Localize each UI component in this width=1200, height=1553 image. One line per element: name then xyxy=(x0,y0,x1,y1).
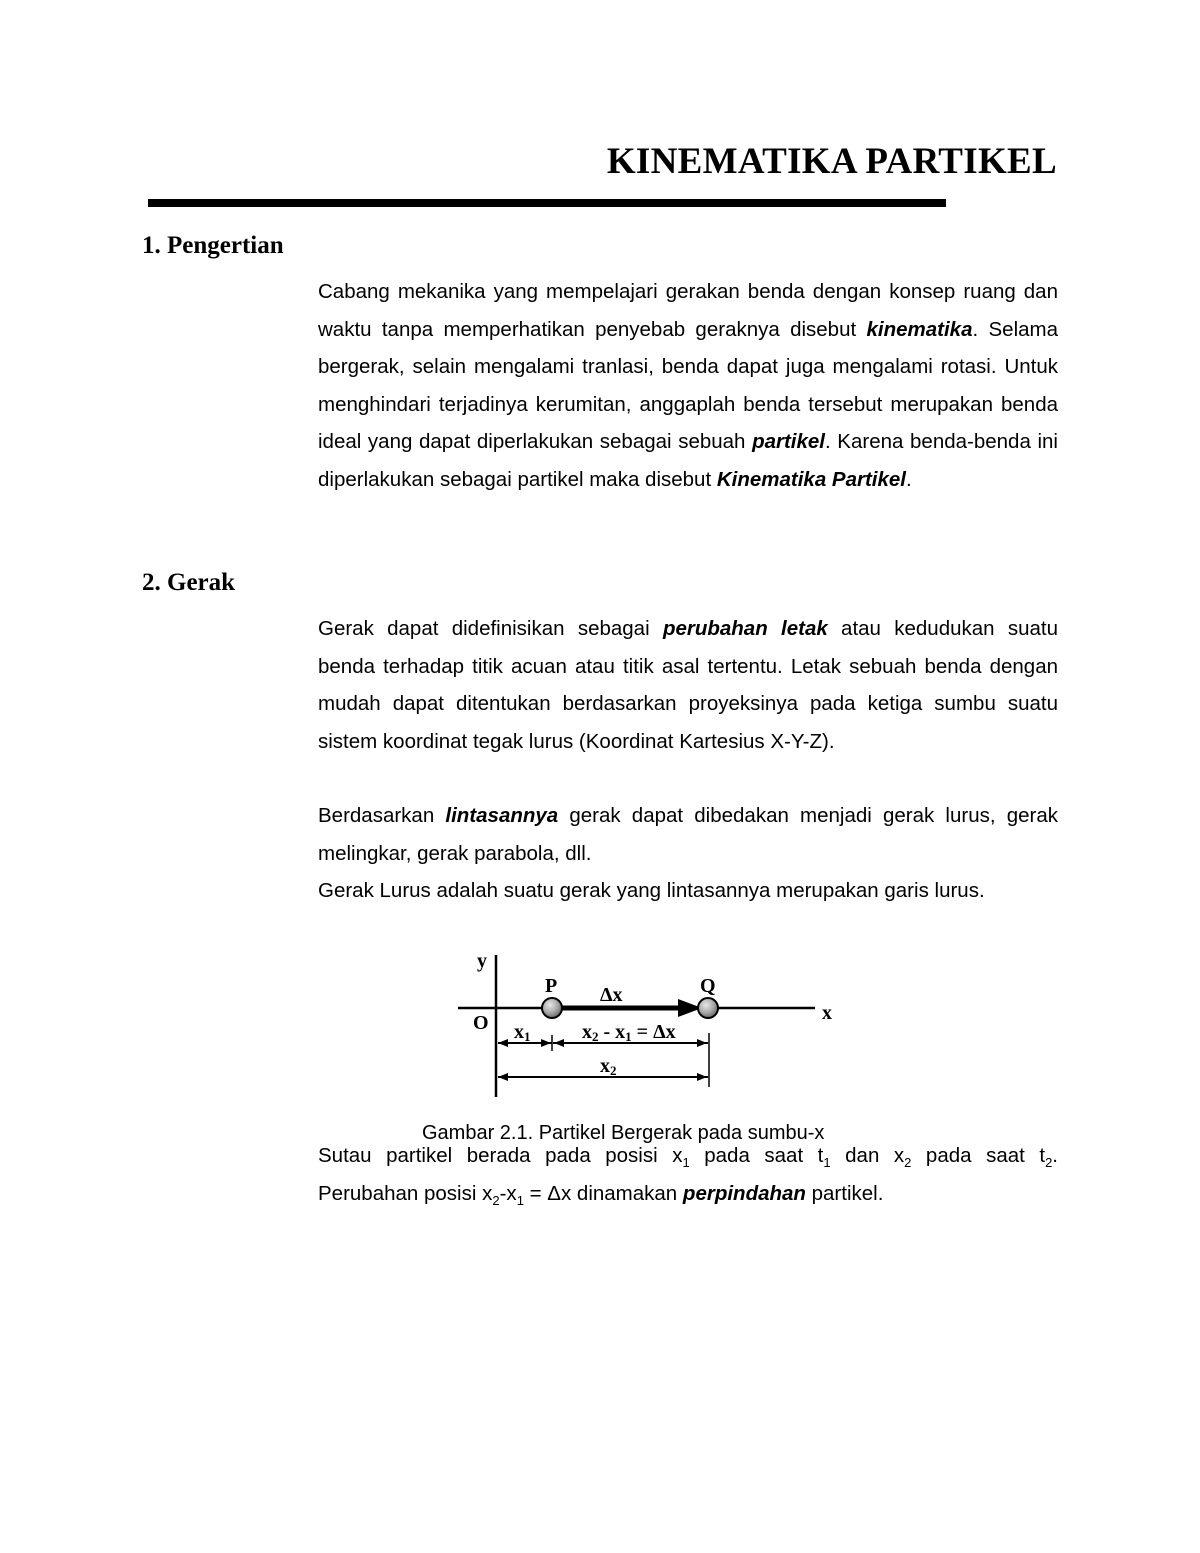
dimension-diff-arrow-left xyxy=(554,1039,564,1047)
section-heading-gerak: 2. Gerak xyxy=(142,569,236,596)
section-after-figure xyxy=(318,1137,1058,1212)
paragraph-posisi: Sutau partikel berada pada posisi $x_1$ pada saat $t_1$ dan $x_2$ pada saat $t_2$. xyxy=(318,1144,1058,1171)
dimension-diff-arrow-right xyxy=(697,1039,707,1047)
label-x2-minus-x1: x2 - x1 = Δx xyxy=(582,1021,676,1044)
motion-diagram xyxy=(440,945,840,1100)
paragraph-perpindahan: Perubahan posisi $x_2-x_1 = \Delta x$ dinamakan perpindahan partikel. xyxy=(318,1181,884,1208)
label-x1: x1 xyxy=(514,1021,531,1044)
label-x-axis: x xyxy=(822,1002,832,1024)
term-perpindahan: perpindahan xyxy=(682,1181,806,1205)
section-pengertian-body xyxy=(318,273,1058,498)
term-partikel: partikel xyxy=(752,430,825,453)
term-kinematika-partikel: Kinematika Partikel xyxy=(716,467,907,491)
paragraph-lintasan: Berdasarkan lintasannya gerak dapat dibedakan menjadi gerak lurus, gerak melingkar, gerak parabola, dll. xyxy=(318,804,1058,865)
label-y-axis: y xyxy=(477,950,487,972)
particle-p xyxy=(542,998,562,1018)
section-gerak-lintasan xyxy=(318,797,1058,910)
paragraph-gerak-lurus: Gerak Lurus adalah suatu gerak yang lintasannya merupakan garis lurus. xyxy=(318,879,985,902)
term-perubahan-letak: perubahan letak xyxy=(662,617,828,640)
section-gerak-body xyxy=(318,610,1058,760)
dimension-x2-arrow-right xyxy=(697,1073,707,1081)
dimension-x1-arrow-left xyxy=(498,1039,508,1047)
page-title: KINEMATIKA PARTIKEL xyxy=(606,141,1057,182)
title-rule xyxy=(148,199,946,207)
label-point-p: P xyxy=(545,975,558,997)
paragraph-pengertian: Cabang mekanika yang mempelajari gerakan benda dengan konsep ruang dan waktu tanpa memperhatikan penyebab geraknya disebut kinematika. Selama bergerak, selain mengalami tranlasi, benda dapat juga mengalami rotasi. Untuk menghindari terjadinya kerumitan, anggaplah benda tersebut merupakan benda ideal yang dapat diperlakukan sebagai sebuah partikel. Karena benda-benda ini diperlakukan sebagai partikel maka disebut Kinematika Partikel. xyxy=(318,280,1058,491)
label-x2: x2 xyxy=(600,1055,617,1078)
label-origin: O xyxy=(473,1012,489,1034)
term-lintasannya: lintasannya xyxy=(445,804,559,827)
paragraph-gerak-definisi: Gerak dapat didefinisikan sebagai perubahan letak atau kedudukan suatu benda terhadap titik acuan atau titik asal tertentu. Letak sebuah benda dengan mudah dapat ditentukan berdasarkan proyeksinya pada ketiga sumbu suatu sistem koordinat tegak lurus (Koordinat Kartesius X-Y-Z). xyxy=(318,617,1058,753)
particle-q xyxy=(698,998,718,1018)
label-point-q: Q xyxy=(700,975,716,997)
figure-caption: Gambar 2.1. Partikel Bergerak pada sumbu-x xyxy=(422,1122,825,1144)
term-kinematika: kinematika xyxy=(866,317,973,341)
label-delta-x: Δx xyxy=(600,984,623,1006)
dimension-x1-arrow-right xyxy=(541,1039,551,1047)
section-heading-pengertian: 1. Pengertian xyxy=(142,232,284,259)
dimension-x2-arrow-left xyxy=(498,1073,508,1081)
